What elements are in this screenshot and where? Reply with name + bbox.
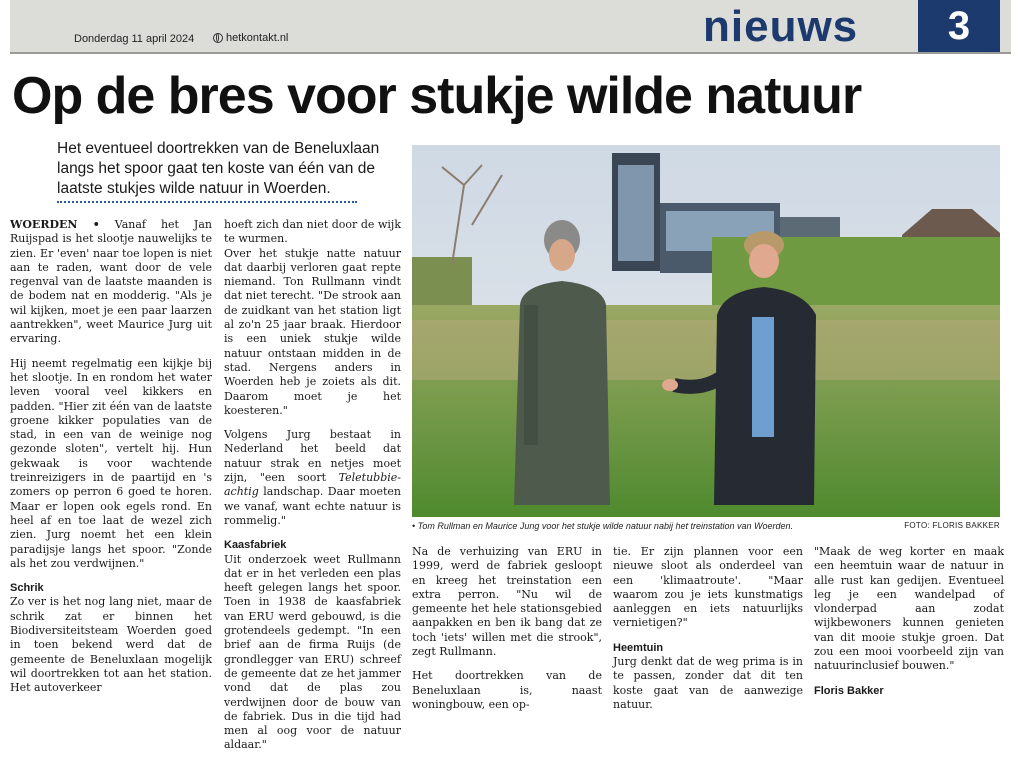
paragraph: "Maak de weg korter en maak een heemtuin waar de natuur in alle rust kan gedijen. Eventueel leg je een wandelpad of vlonderpad aan zodat wijkbewoners kunnen genieten van dit mooie stukje groen. Dat zou een mooi voorbeeld zijn van natuurinclusief bouwen." (814, 545, 1004, 673)
paragraph-text: Volgens Jurg bestaat in Nederland het beeld dat natuur strak en netjes moet zijn, "een soort (224, 428, 401, 485)
section-title: nieuws (703, 2, 859, 51)
author-byline: Floris Bakker (814, 684, 884, 697)
photo-caption (412, 521, 1000, 531)
paragraph: Na de verhuizing van ERU in 1999, werd de fabriek gesloopt en kreeg het treinstation een extra perron. "Nu wil de gemeente het hele stationsgebied aanpakken en ben ik bang dat ze toch 'iets' willen met die strook", zegt Rullmann. (412, 545, 602, 659)
emphasis: Teletubbie-achtig (224, 471, 401, 499)
column-3 (412, 545, 602, 722)
paragraph (10, 218, 212, 347)
issue-date: Donderdag 11 april 2024 (74, 33, 195, 45)
paragraph: tie. Er zijn plannen voor een nieuwe sloot als onderdeel van een 'klimaatroute'. "Maar waarom zou je iets kunstmatigs aanleggen en iets natuurlijks vernietigen?" (613, 545, 803, 630)
lead-divider (57, 201, 357, 203)
paragraph: Uit onderzoek weet Rullmann dat er in het verleden een plas heeft gelegen langs het spoor. Toen in 1938 de kaasfabriek van ERU werd gebouwd, is die grotendeels gedempt. "In een brief aan de firma Ruijs (de grondlegger van ERU) schreef de gemeente dat ze het jammer vond dat de plas zou verdwijnen door de bouw van de fabriek. Dus in die tijd had men al oog voor de natuur aldaar." (224, 552, 401, 752)
paragraph: Zo ver is het nog lang niet, maar de schrik zat er binnen het Biodiversiteitsteam Woerden goed in toen bekend werd dat de gemeente de Beneluxlaan mogelijk wil doortrekken tot aan het station. Het autoverkeer (10, 595, 212, 695)
caption-text: • Tom Rullman en Maurice Jung voor het stukje wilde natuur nabij het treinstation van Woerden. (412, 521, 794, 531)
photo-credit: FOTO: FLORIS BAKKER (904, 521, 1000, 530)
globe-icon (213, 33, 223, 43)
column-4 (613, 545, 803, 722)
article-headline: Op de bres voor stukje wilde natuur (12, 67, 862, 125)
paragraph: hoeft zich dan niet door de wijk te wurmen. (224, 218, 401, 246)
article-photo (412, 145, 1000, 517)
site-link[interactable] (213, 32, 288, 44)
paragraph-text: Vanaf het Jan Ruijspad is het slootje nauwelijks te zien. Er 'even' naar toe lopen is niet aan te raden, want door de vele regenval van de laatste maanden is de bodem nat en modderig. "Als je wil kijken, moet je een paar laarzen aantrekken", weet Maurice Jurg uit ervaring. (10, 218, 212, 346)
column-5 (814, 545, 1004, 698)
paragraph-text: landschap. Daar moeten we vanaf, want echte natuur is rommelig." (224, 485, 401, 527)
paragraph: Hij neemt regelmatig een kijkje bij het slootje. In en rondom het water leven vooral veel kikkers en padden. "Hier zit één van de laatste groene kikker populaties van de stad, in een van de weinige nog gezonde sloten", vertelt hij. Hun gekwaak is voor wachtende treinreizigers in de paartijd en 's zomers op perron 6 goed te horen. Maar er lopen ook egels rond. En heel af en toe laat de wezel zich zien. Jurg noemt het een klein paradijsje langs het spoor. "Zonde als het zou verdwijnen." (10, 356, 212, 570)
photo-illustration (412, 145, 1000, 517)
page-number: 3 (918, 0, 1000, 52)
column-1 (10, 218, 212, 706)
column-2 (224, 218, 401, 763)
subheading-schrik: Schrik (10, 582, 44, 595)
paragraph: Over het stukje natte natuur dat daarbij verloren gaat repte niemand. Ton Rullmann vindt dat niet terecht. "De strook aan de zuidkant van het station ligt al zo'n 25 jaar braak. Hierdoor is een uniek stukje wilde natuur ontstaan midden in de stad. Nergens anders in Woerden heb je zoiets als dit. Daarom moet je het koesteren." (224, 246, 401, 417)
masthead-rule (10, 52, 1011, 54)
subheading-heemtuin: Heemtuin (613, 641, 664, 654)
paragraph (224, 428, 401, 528)
dateline: WOERDEN • (10, 218, 100, 231)
subheading-kaasfabriek: Kaasfabriek (224, 539, 287, 552)
article-lead: Het eventueel doortrekken van de Beneluxlaan langs het spoor gaat ten koste van één van de laatste stukjes wilde natuur in Woerden. (57, 140, 380, 197)
paragraph: Jurg denkt dat de weg prima is in te passen, zonder dat dit ten koste gaat van de aanwezige natuur. (613, 655, 803, 711)
paragraph: Het doortrekken van de Beneluxlaan is, naast woningbouw, een op- (412, 669, 602, 711)
site-url: hetkontakt.nl (226, 32, 289, 44)
